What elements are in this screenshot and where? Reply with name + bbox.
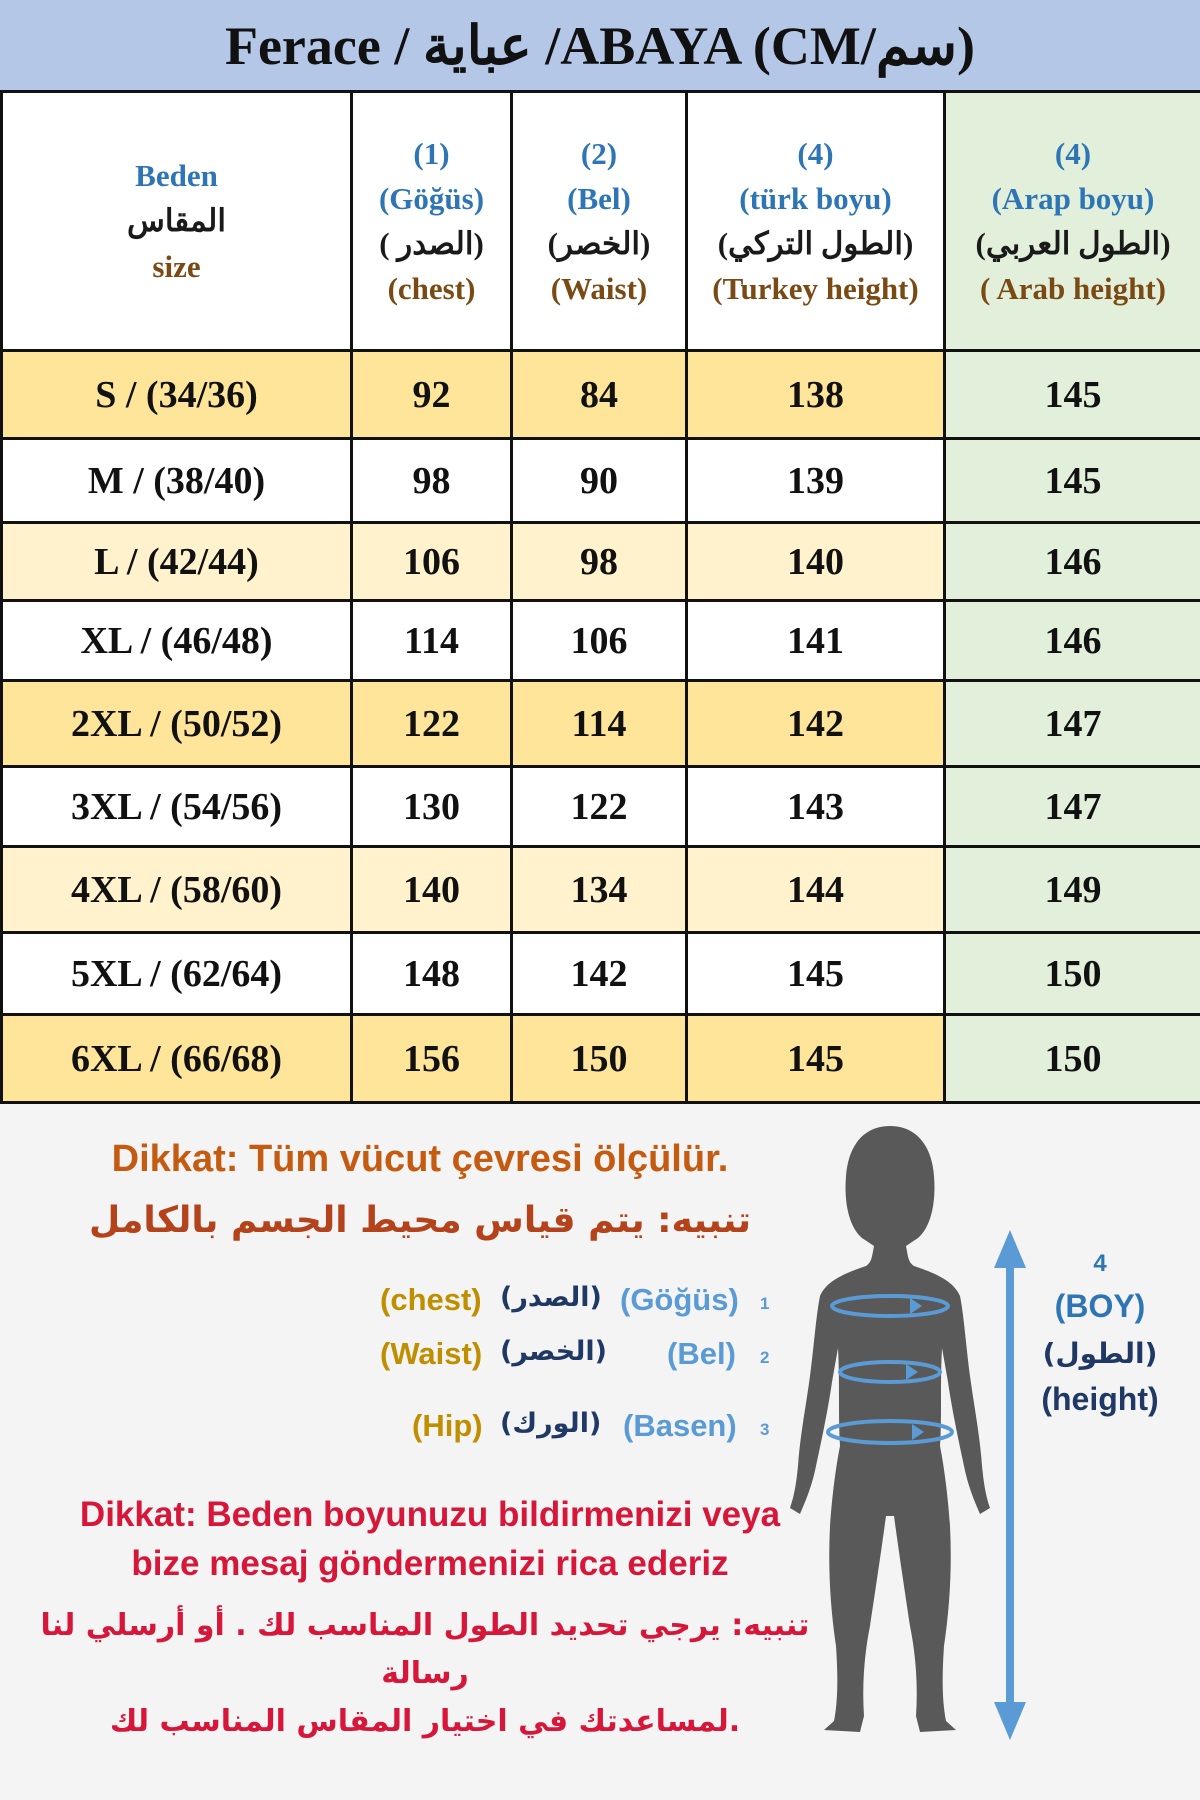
legend-label-ar: (الورك) xyxy=(500,1408,602,1439)
cell-size: M / (38/40) xyxy=(2,439,352,523)
cell-waist: 114 xyxy=(512,681,687,767)
legend-label-en: (Hip) xyxy=(412,1408,483,1443)
table-row xyxy=(2,933,1200,1015)
cell-size: 6XL / (66/68) xyxy=(2,1015,352,1103)
cell-waist: 84 xyxy=(512,351,687,439)
cell-turk-height: 139 xyxy=(687,439,945,523)
cell-waist: 150 xyxy=(512,1015,687,1103)
table-row xyxy=(2,681,1200,767)
page-title: Ferace / عباية /ABAYA (CM/سم) xyxy=(224,15,976,76)
table-row xyxy=(2,847,1200,933)
cell-turk-height: 140 xyxy=(687,523,945,601)
cell-chest: 98 xyxy=(352,439,512,523)
table-row xyxy=(2,439,1200,523)
notice-arabic: تنبيه: يتم قياس محيط الجسم بالكامل xyxy=(89,1200,751,1241)
cell-waist: 134 xyxy=(512,847,687,933)
cell-arab-height: 146 xyxy=(945,601,1200,681)
notice-height-turkish: Dikkat: Beden boyunuzu bildirmenizi veya bize mesaj göndermenizi rica ederiz xyxy=(79,1495,781,1583)
measurement-guide xyxy=(0,1100,1200,1800)
legend-number: 1 xyxy=(760,1294,770,1313)
size-table xyxy=(0,90,1200,1104)
cell-arab-height: 147 xyxy=(945,767,1200,847)
legend-label-tr: (Basen) xyxy=(623,1408,737,1443)
legend-waist xyxy=(360,1336,790,1380)
cell-chest: 92 xyxy=(352,351,512,439)
cell-arab-height: 146 xyxy=(945,523,1200,601)
cell-chest: 114 xyxy=(352,601,512,681)
notice-turkish: Dikkat: Tüm vücut çevresi ölçülür. xyxy=(111,1138,729,1180)
cell-size: 4XL / (58/60) xyxy=(2,847,352,933)
cell-arab-height: 147 xyxy=(945,681,1200,767)
cell-size: L / (42/44) xyxy=(2,523,352,601)
legend-label-tr: (Bel) xyxy=(667,1336,736,1371)
legend-chest xyxy=(360,1282,790,1326)
title-bar xyxy=(0,0,1200,90)
cell-waist: 90 xyxy=(512,439,687,523)
cell-arab-height: 150 xyxy=(945,933,1200,1015)
header-turk-height: (4) (türk boyu) (الطول التركي) (Turkey height) xyxy=(687,92,945,351)
cell-waist: 106 xyxy=(512,601,687,681)
cell-size: XL / (46/48) xyxy=(2,601,352,681)
cell-chest: 156 xyxy=(352,1015,512,1103)
legend-hip xyxy=(360,1408,790,1452)
table-row xyxy=(2,523,1200,601)
table-header-row xyxy=(2,92,1200,351)
legend-label-ar: (الخصر) xyxy=(500,1336,607,1367)
legend-label-en: (chest) xyxy=(380,1282,482,1317)
cell-turk-height: 145 xyxy=(687,1015,945,1103)
header-chest: (1) (Göğüs) ( الصدر) (chest) xyxy=(352,92,512,351)
body-silhouette-icon xyxy=(790,1116,990,1736)
legend-number: 2 xyxy=(760,1348,770,1367)
legend-label-tr: (Göğüs) xyxy=(620,1282,739,1317)
cell-chest: 130 xyxy=(352,767,512,847)
cell-chest: 148 xyxy=(352,933,512,1015)
legend-number: 3 xyxy=(760,1420,770,1439)
cell-size: 3XL / (54/56) xyxy=(2,767,352,847)
cell-size: S / (34/36) xyxy=(2,351,352,439)
legend-label-ar: (الصدر) xyxy=(500,1282,602,1313)
header-arab-height: (4) (Arap boyu) (الطول العربي) ( Arab height) xyxy=(945,92,1200,351)
cell-turk-height: 138 xyxy=(687,351,945,439)
cell-turk-height: 144 xyxy=(687,847,945,933)
header-size: Beden المقاس size xyxy=(2,92,352,351)
legend-label-en: (Waist) xyxy=(380,1336,483,1371)
cell-arab-height: 145 xyxy=(945,351,1200,439)
notice-height-arabic: تنبيه: يرجي تحديد الطول المناسب لك . أو أرسلي لنا رسالة .لمساعدتك في اختيار المقاس المناسب لك xyxy=(40,1608,810,1739)
cell-turk-height: 143 xyxy=(687,767,945,847)
cell-turk-height: 142 xyxy=(687,681,945,767)
cell-arab-height: 145 xyxy=(945,439,1200,523)
cell-chest: 122 xyxy=(352,681,512,767)
cell-size: 2XL / (50/52) xyxy=(2,681,352,767)
cell-turk-height: 141 xyxy=(687,601,945,681)
cell-waist: 142 xyxy=(512,933,687,1015)
cell-arab-height: 149 xyxy=(945,847,1200,933)
cell-turk-height: 145 xyxy=(687,933,945,1015)
cell-chest: 140 xyxy=(352,847,512,933)
cell-chest: 106 xyxy=(352,523,512,601)
cell-waist: 98 xyxy=(512,523,687,601)
table-row xyxy=(2,351,1200,439)
table-row xyxy=(2,601,1200,681)
cell-waist: 122 xyxy=(512,767,687,847)
table-row xyxy=(2,1015,1200,1103)
header-waist: (2) (Bel) (الخصر) (Waist) xyxy=(512,92,687,351)
cell-size: 5XL / (62/64) xyxy=(2,933,352,1015)
table-row xyxy=(2,767,1200,847)
height-label: 4 (BOY) (الطول) (height) xyxy=(1041,1250,1159,1418)
cell-arab-height: 150 xyxy=(945,1015,1200,1103)
